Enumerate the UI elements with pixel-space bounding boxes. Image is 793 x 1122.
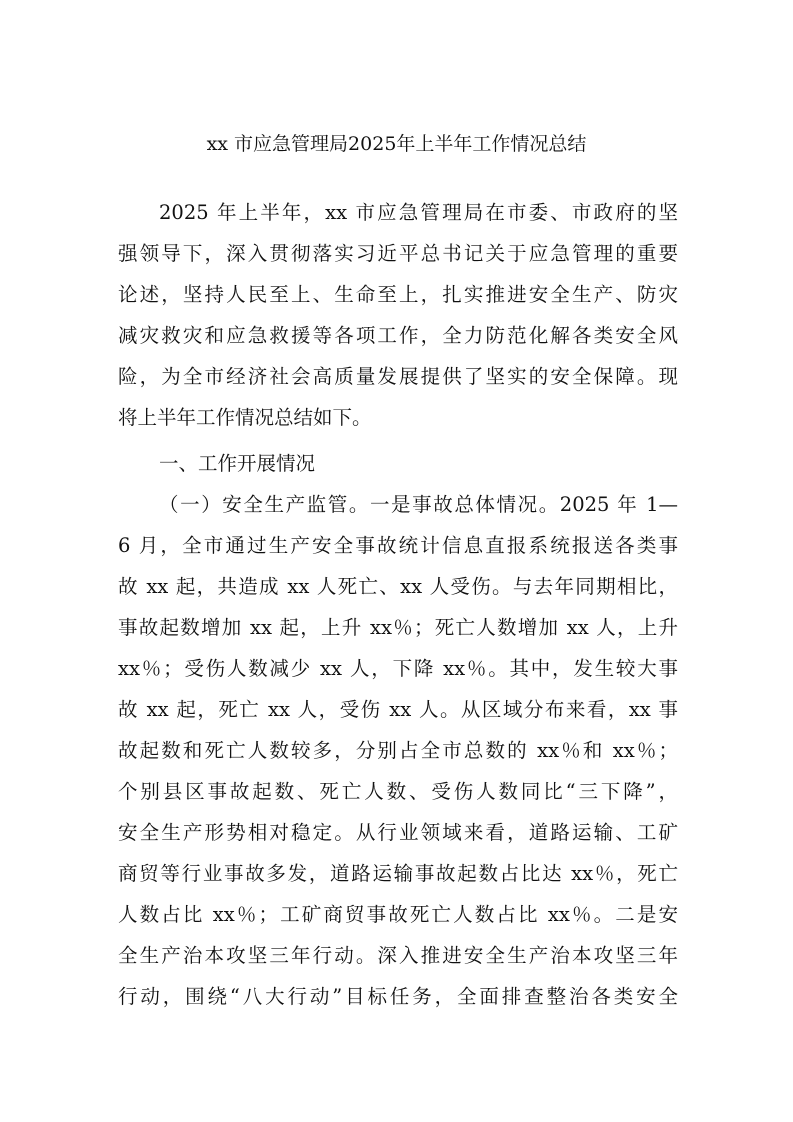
paragraph-line: 事故起数增加 xx 起，上升 xx％；死亡人数增加 xx 人，上升	[118, 616, 678, 639]
paragraph-line: 论述，坚持人民至上、生命至上，扎实推进安全生产、防灾	[118, 283, 678, 306]
paragraph-line: 险，为全市经济社会高质量发展提供了坚实的安全保障。现	[118, 365, 678, 388]
paragraph-line: 减灾救灾和应急救援等各项工作，全力防范化解各类安全风	[118, 324, 678, 347]
paragraph-line: xx％；受伤人数减少 xx 人，下降 xx％。其中，发生较大事	[118, 657, 678, 680]
paragraph-line: 2025 年上半年，xx 市应急管理局在市委、市政府的坚	[159, 201, 678, 224]
paragraph-line: 人数占比 xx％；工矿商贸事故死亡人数占比 xx％。二是安	[118, 903, 678, 926]
paragraph-line: 行动，围绕“八大行动”目标任务，全面排查整治各类安全	[118, 985, 678, 1008]
paragraph-line: 安全生产形势相对稳定。从行业领域来看，道路运输、工矿	[118, 821, 678, 844]
paragraph-line: 商贸等行业事故多发，道路运输事故起数占比达 xx％，死亡	[118, 862, 678, 885]
section-heading: 一、工作开展情况	[159, 452, 316, 475]
paragraph-line: 将上半年工作情况总结如下。	[118, 406, 372, 429]
paragraph-line: 全生产治本攻坚三年行动。深入推进安全生产治本攻坚三年	[118, 944, 678, 967]
paragraph-line: 6 月，全市通过生产安全事故统计信息直报系统报送各类事	[118, 534, 678, 557]
paragraph-line: 强领导下，深入贯彻落实习近平总书记关于应急管理的重要	[118, 242, 678, 265]
paragraph-line: 故 xx 起，死亡 xx 人，受伤 xx 人。从区域分布来看，xx 事	[118, 698, 678, 721]
paragraph-line: 故起数和死亡人数较多，分别占全市总数的 xx％和 xx％；	[118, 739, 678, 762]
paragraph-line: 故 xx 起，共造成 xx 人死亡、xx 人受伤。与去年同期相比，	[118, 575, 678, 598]
paragraph-line: 个别县区事故起数、死亡人数、受伤人数同比“三下降”，	[118, 780, 678, 803]
paragraph-line: （一）安全生产监管。一是事故总体情况。2025 年 1—	[159, 493, 678, 516]
document-title: xx 市应急管理局2025年上半年工作情况总结	[206, 133, 587, 155]
